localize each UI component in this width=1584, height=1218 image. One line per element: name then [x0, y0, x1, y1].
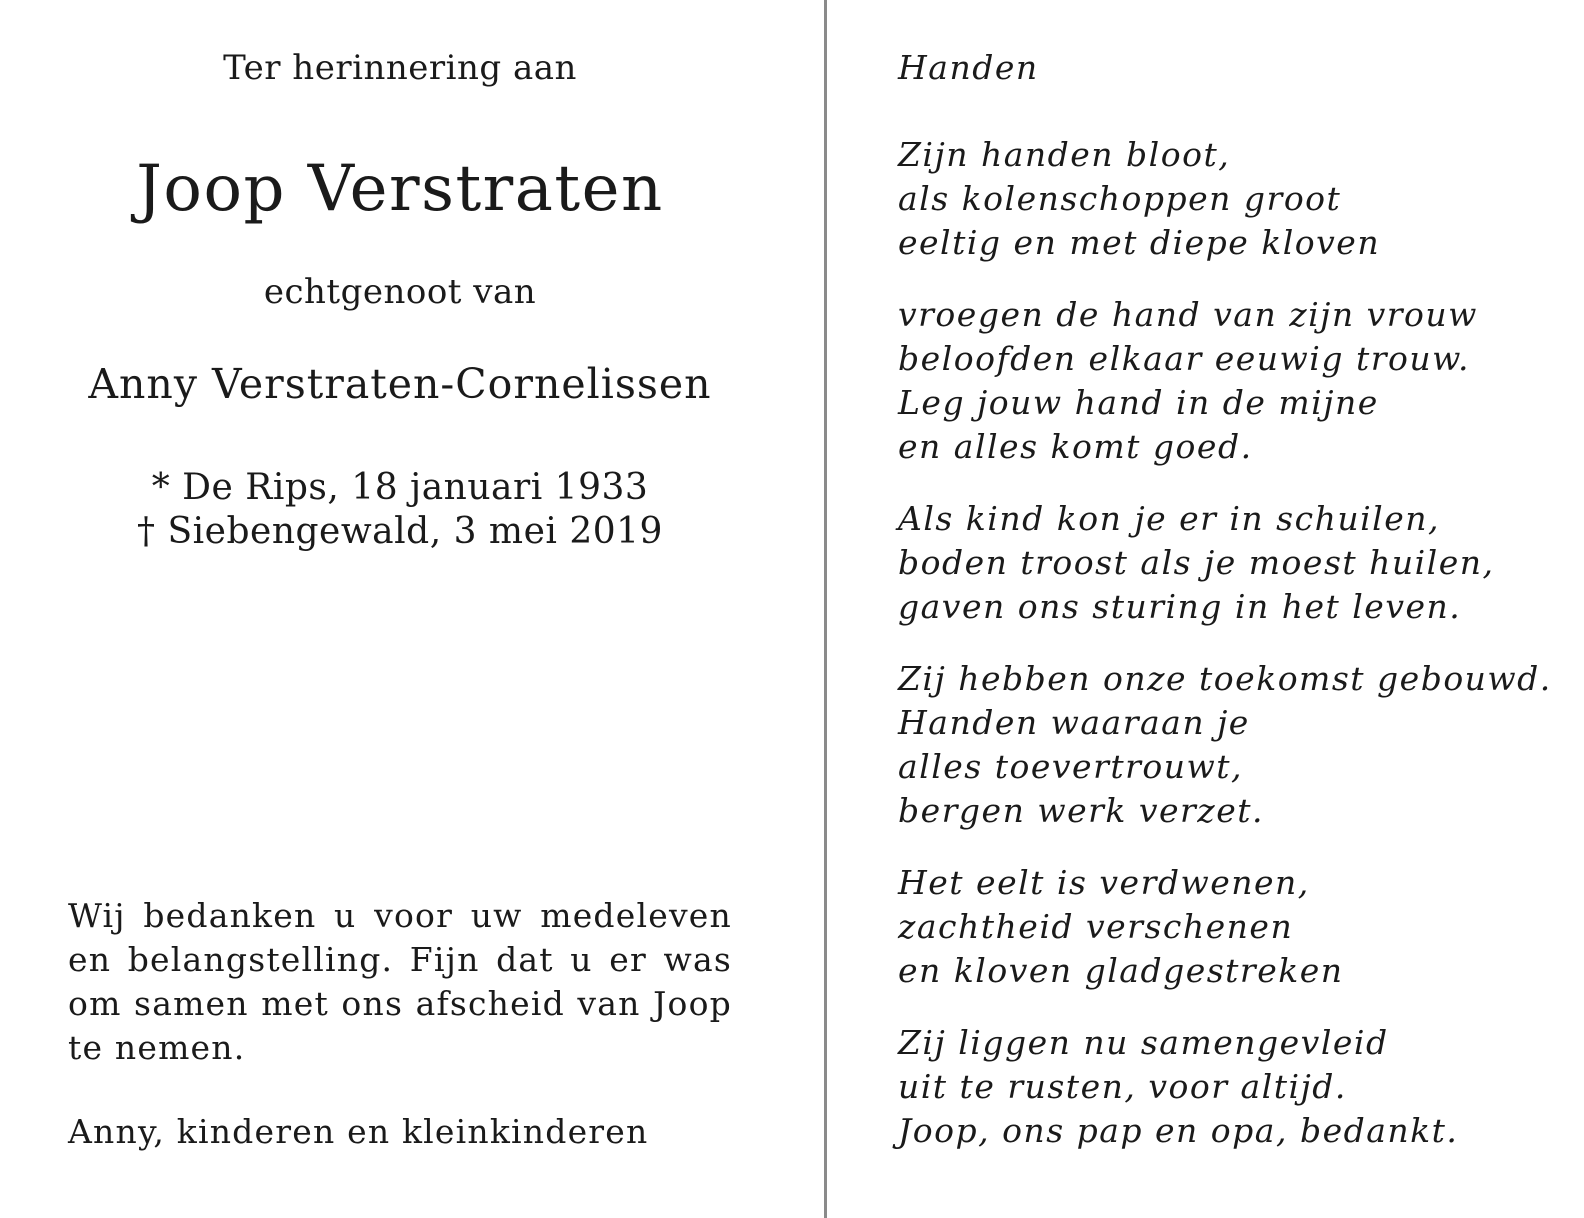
- poem-line: Handen waaraan je: [898, 703, 1250, 742]
- poem-line: vroegen de hand van zijn vrouw: [898, 295, 1478, 334]
- poem-line: beloofden elkaar eeuwig trouw.: [898, 339, 1470, 378]
- poem-line: Zij liggen nu samengevleid: [898, 1023, 1389, 1062]
- signature-line: Anny, kinderen en kleinkinderen: [68, 1112, 649, 1151]
- poem-stanza: [898, 497, 1568, 629]
- poem-stanza: [898, 133, 1568, 265]
- poem-line: bergen werk verzet.: [898, 791, 1264, 830]
- poem-line: als kolenschoppen groot: [898, 179, 1342, 218]
- poem-line: Leg jouw hand in de mijne: [898, 383, 1379, 422]
- intro-text: Ter herinnering aan: [223, 48, 577, 88]
- deceased-name: Joop Verstraten: [136, 152, 664, 226]
- poem-line: Zij hebben onze toekomst gebouwd.: [898, 659, 1552, 698]
- poem-line: Als kind kon je er in schuilen,: [898, 499, 1440, 538]
- poem: [898, 46, 1568, 1181]
- poem-line: Joop, ons pap en opa, bedankt.: [898, 1111, 1459, 1150]
- poem-line: gaven ons sturing in het leven.: [898, 587, 1462, 626]
- spouse-name: Anny Verstraten-Cornelissen: [88, 360, 712, 408]
- poem-stanza: [898, 1021, 1568, 1153]
- life-dates: [0, 466, 800, 554]
- fold-divider: [824, 0, 827, 1218]
- poem-line: Zijn handen bloot,: [898, 135, 1231, 174]
- poem-line: zachtheid verschenen: [898, 907, 1294, 946]
- poem-line: eeltig en met diepe kloven: [898, 223, 1381, 262]
- poem-title: Handen: [898, 48, 1039, 87]
- poem-line: boden troost als je moest huilen,: [898, 543, 1495, 582]
- poem-line: alles toevertrouwt,: [898, 747, 1243, 786]
- poem-line: en kloven gladgestreken: [898, 951, 1344, 990]
- poem-line: uit te rusten, voor altijd.: [898, 1067, 1347, 1106]
- poem-line: en alles komt goed.: [898, 427, 1253, 466]
- poem-stanza: [898, 293, 1568, 469]
- thanks-message: Wij bedanken u voor uw medeleven en belangstelling. Fijn dat u er was om samen met ons afscheid van Joop te nemen.: [68, 896, 732, 1067]
- poem-line: Het eelt is verdwenen,: [898, 863, 1310, 902]
- poem-stanza: [898, 657, 1568, 833]
- death-line: † Siebengewald, 3 mei 2019: [137, 511, 663, 552]
- poem-stanza: [898, 861, 1568, 993]
- birth-line: * De Rips, 18 januari 1933: [151, 467, 649, 508]
- spouse-label: echtgenoot van: [263, 272, 537, 312]
